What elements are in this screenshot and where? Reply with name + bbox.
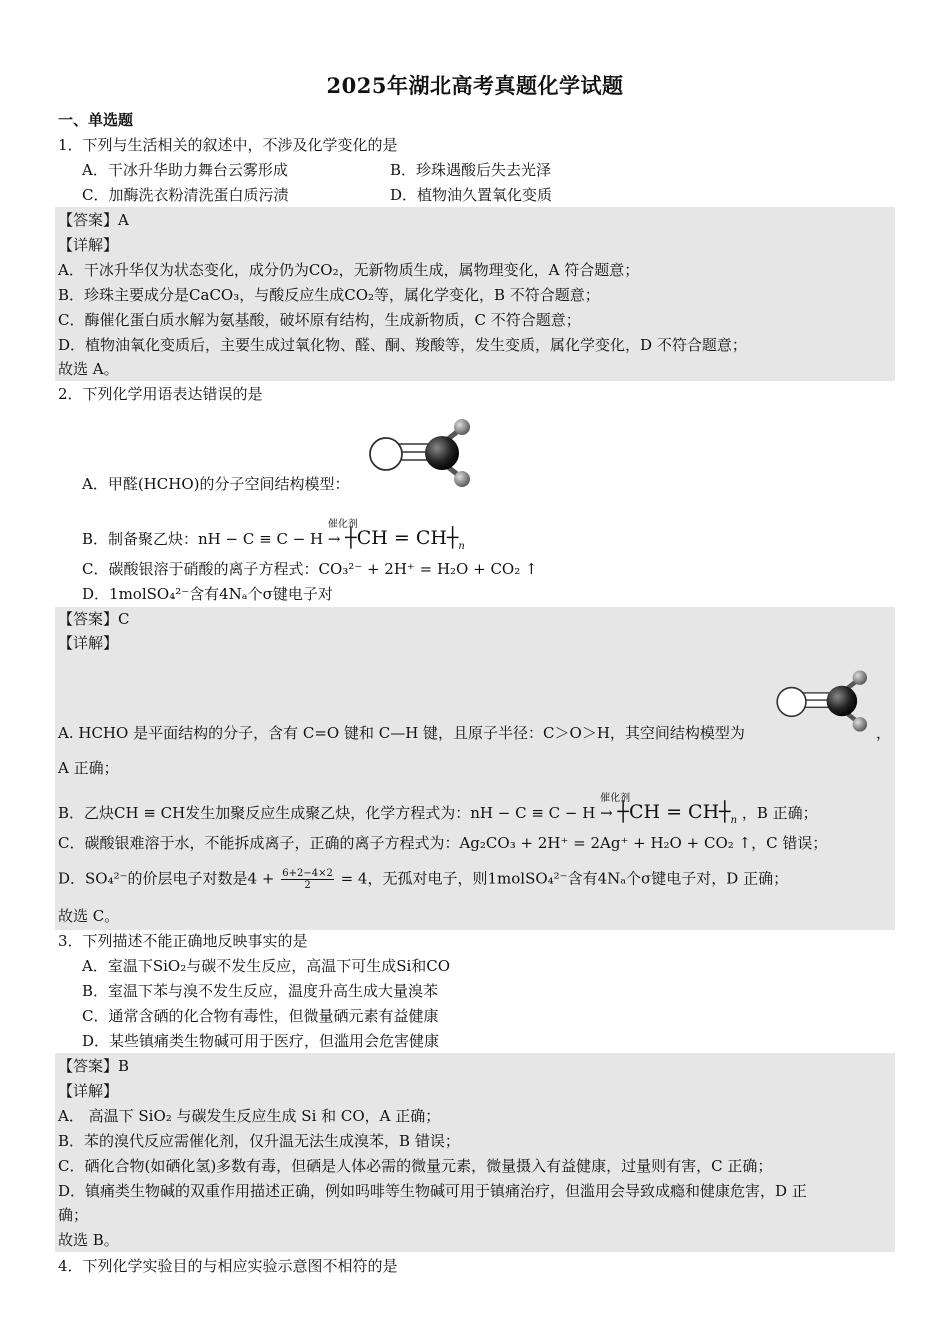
q2-conclusion: 故选 C。 xyxy=(58,907,120,925)
q4-stem: 4．下列化学实验目的与相应实验示意图不相符的是 xyxy=(58,1257,398,1275)
q3-answer: 【答案】B xyxy=(58,1057,130,1075)
q1-option-d: D．植物油久置氧化变质 xyxy=(390,186,553,204)
catalyst-arrow xyxy=(327,519,358,549)
q3-exp-c: C．硒化合物(如硒化氢)多数有毒，但硒是人体必需的微量元素，微量摄入有益健康，过量则有害，C 正确； xyxy=(58,1157,773,1175)
q3-exp-a: A． 高温下 SiO₂ 与碳发生反应生成 Si 和 CO，A 正确； xyxy=(58,1107,441,1125)
q1-option-a: A．干冰升华助力舞台云雾形成 xyxy=(82,161,288,179)
polymer-n: n xyxy=(458,540,465,552)
q3-option-a: A．室温下SiO₂与碳不发生反应，高温下可生成Si和CO xyxy=(82,957,451,975)
polyacetylene-formula-2: ┼CH = $CH┼_n$ xyxy=(617,801,738,826)
q3-conclusion: 故选 B。 xyxy=(58,1231,119,1249)
arrow-glyph-2: → xyxy=(600,804,613,822)
polymer-unit-2: CH = CH xyxy=(628,801,720,823)
q2-exp-b-end: ，B 正确； xyxy=(741,804,818,822)
polyacetylene-formula: ┼CH = $CH┼_n$ xyxy=(345,527,465,552)
q2-option-b xyxy=(82,519,465,552)
q1-stem: 1．下列与生活相关的叙述中，不涉及化学变化的是 xyxy=(58,136,398,154)
q2-exp-c: C．碳酸银难溶于水，不能拆成离子，正确的离子方程式为：Ag₂CO₃ + 2H⁺ = 2Ag⁺ + H₂O + CO₂ ↑，C 错误； xyxy=(58,834,828,852)
q2-option-b-text: B．制备聚乙炔：nH − C ≡ C − H xyxy=(82,530,324,548)
q1-answer: 【答案】A xyxy=(58,211,129,229)
q2-exp-a: A. HCHO 是平面结构的分子，含有 C=O 键和 C—H 键，且原子半径：C＞O＞H，其空间结构模型为 xyxy=(58,724,745,742)
q1-option-c: C．加酶洗衣粉清洗蛋白质污渍 xyxy=(82,186,289,204)
q3-answer-box xyxy=(55,1053,895,1252)
q1-exp-a: A．干冰升华仅为状态变化，成分仍为CO₂，无新物质生成，属物理变化，A 符合题意； xyxy=(58,261,640,279)
q3-exp-d-cont: 确； xyxy=(58,1206,89,1224)
q3-option-b: B．室温下苯与溴不发生反应，温度升高生成大量溴苯 xyxy=(82,982,439,1000)
q3-stem: 3．下列描述不能正确地反映事实的是 xyxy=(58,932,308,950)
q2-option-a: A．甲醛(HCHO)的分子空间结构模型： xyxy=(82,475,350,493)
q1-exp-d: D．植物油氧化变质后，主要生成过氧化物、醛、酮、羧酸等，发生变质，属化学变化，D 不符合题意； xyxy=(58,336,747,354)
q2-exp-a2: A 正确； xyxy=(58,759,119,777)
valence-fraction xyxy=(281,868,334,891)
q1-conclusion: 故选 A。 xyxy=(58,360,119,378)
q2-exp-d-text: D．SO₄²⁻的价层电子对数是4 + xyxy=(58,869,275,888)
q1-exp-c: C．酶催化蛋白质水解为氨基酸，破坏原有结构，生成新物质，C 不符合题意； xyxy=(58,311,581,329)
fraction-numerator: 6+2−4×2 xyxy=(282,868,333,879)
q3-option-d: D．某些镇痛类生物碱可用于医疗，但滥用会危害健康 xyxy=(82,1032,440,1050)
polymer-unit: CH = CH xyxy=(356,527,447,549)
q2-exp-b xyxy=(58,793,818,826)
q2-exp-d-end: = 4，无孤对电子，则1molSO₄²⁻含有4Nₐ个σ键电子对，D 正确； xyxy=(340,869,789,888)
catalyst-label-2: 催化剂 xyxy=(600,793,631,804)
formaldehyde-model-image xyxy=(362,416,480,490)
q2-detail-label: 【详解】 xyxy=(58,634,119,652)
q3-exp-b: B．苯的溴代反应需催化剂，仅升温无法生成溴苯，B 错误； xyxy=(58,1132,460,1150)
formaldehyde-model-image-2 xyxy=(770,665,876,737)
polymer-n-2: n xyxy=(730,814,738,826)
q1-exp-b: B．珍珠主要成分是CaCO₃，与酸反应生成CO₂等，属化学变化，B 不符合题意； xyxy=(58,286,600,304)
q3-exp-d: D．镇痛类生物碱的双重作用描述正确，例如吗啡等生物碱可用于镇痛治疗，但滥用会导致成瘾和健康危害，D 正 xyxy=(58,1182,807,1200)
q2-answer: 【答案】C xyxy=(58,610,130,628)
q3-detail-label: 【详解】 xyxy=(58,1082,119,1100)
q1-option-b: B．珍珠遇酸后失去光泽 xyxy=(390,161,552,179)
catalyst-arrow-2 xyxy=(600,793,631,823)
q1-detail-label: 【详解】 xyxy=(58,236,119,254)
q2-option-c: C．碳酸银溶于硝酸的离子方程式：CO₃²⁻ + 2H⁺ = H₂O + CO₂ ↑ xyxy=(82,560,538,578)
page-title: 2025年湖北高考真题化学试题 xyxy=(326,73,624,98)
q3-option-c: C．通常含硒的化合物有毒性，但微量硒元素有益健康 xyxy=(82,1007,439,1025)
fraction-denominator: 2 xyxy=(304,880,311,891)
arrow-glyph: → xyxy=(327,530,341,548)
q2-exp-b-text: B．乙炔CH ≡ CH发生加聚反应生成聚乙炔，化学方程式为：nH − C ≡ C − H xyxy=(58,804,596,822)
q2-exp-d xyxy=(58,868,788,891)
q2-option-d: D．1molSO₄²⁻含有4Nₐ个σ键电子对 xyxy=(82,585,333,603)
q2-exp-a-comma: ， xyxy=(876,724,892,742)
q2-stem: 2．下列化学用语表达错误的是 xyxy=(58,385,263,403)
catalyst-label: 催化剂 xyxy=(327,519,358,530)
section-heading: 一、单选题 xyxy=(58,111,134,129)
